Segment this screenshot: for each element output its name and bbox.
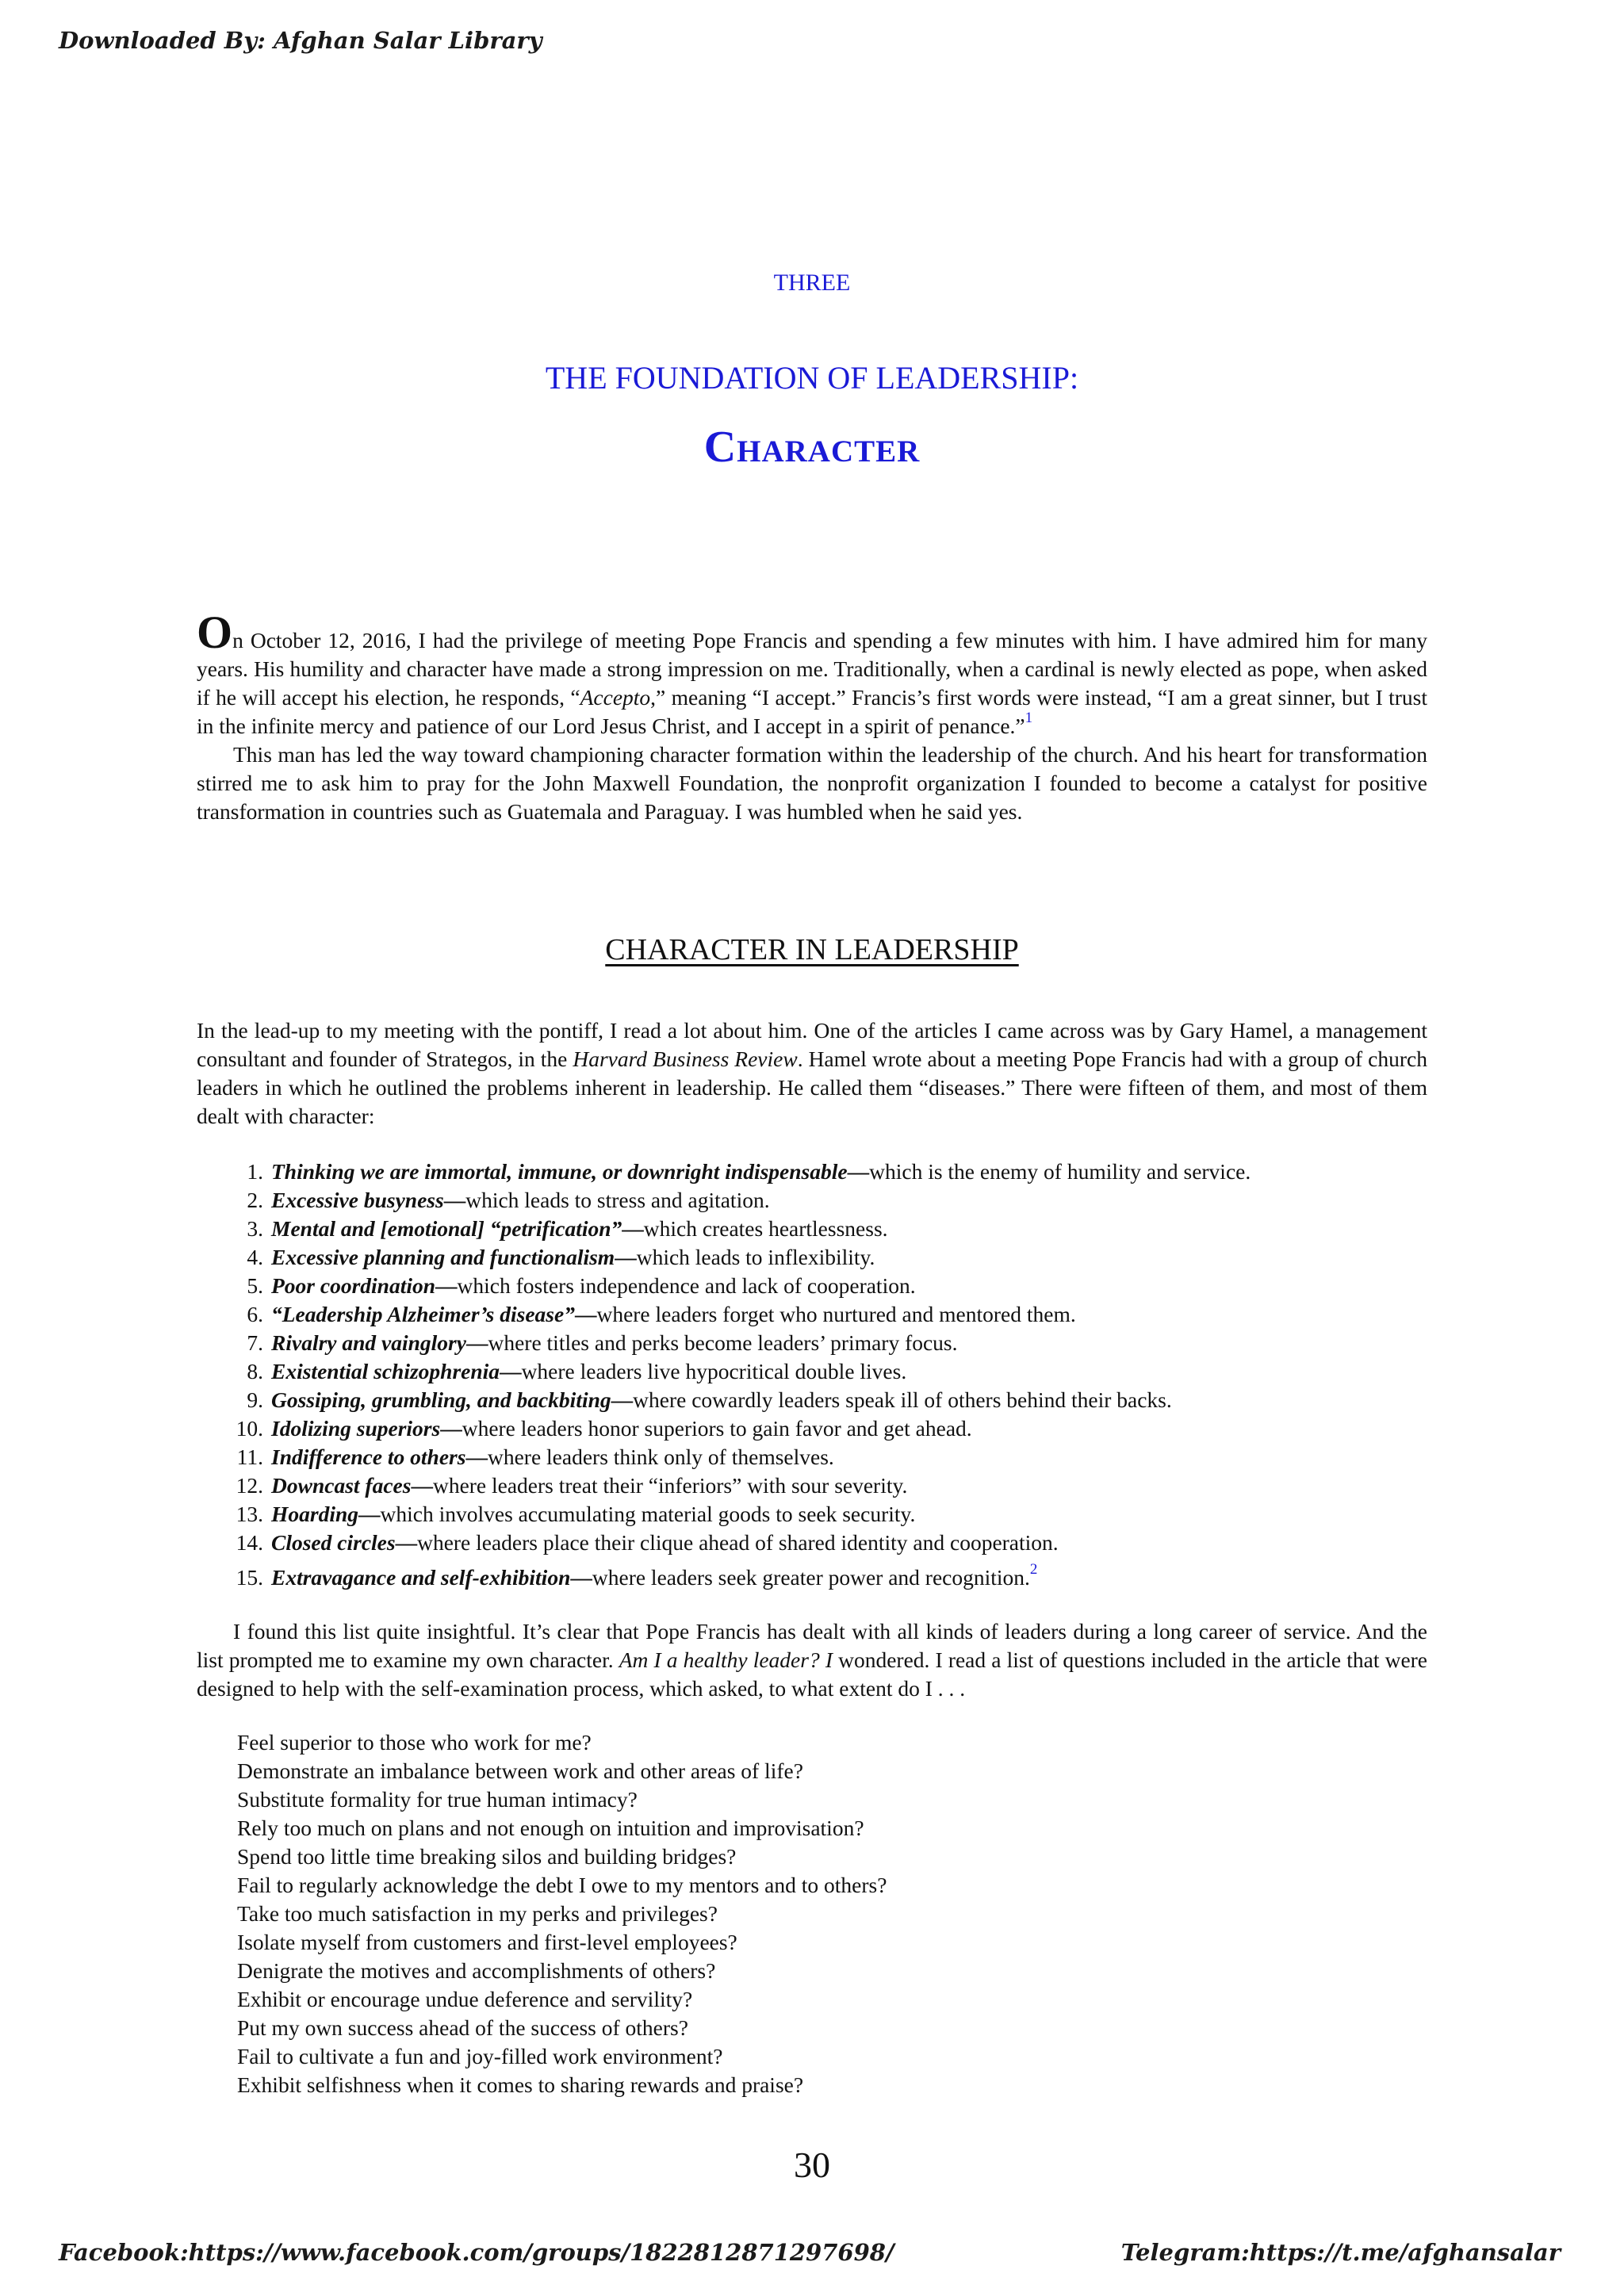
item-dash: —	[411, 1473, 433, 1498]
question-item: Put my own success ahead of the success of others?	[237, 2015, 688, 2040]
chapter-subtitle: Character	[703, 423, 921, 472]
list-item	[198, 1329, 1467, 1357]
item-term: Gossiping, grumbling, and backbiting	[271, 1387, 611, 1412]
item-number: 3.	[247, 1216, 263, 1241]
item-term: Mental and [emotional] “petrification”	[271, 1216, 622, 1241]
list-item	[198, 1243, 1467, 1272]
section-p1-italic: Harvard Business Review	[573, 1047, 798, 1071]
after-list-paragraph	[197, 1617, 1427, 1703]
item-text: where leaders seek greater power and recognition.	[592, 1565, 1030, 1590]
question-item: Rely too much on plans and not enough on intuition and improvisation?	[237, 1816, 864, 1840]
question-item: Substitute formality for true human intimacy?	[237, 1787, 638, 1812]
item-number: 12.	[236, 1473, 263, 1498]
item-number: 1.	[247, 1159, 263, 1184]
chapter-title: THE FOUNDATION OF LEADERSHIP:	[545, 360, 1079, 396]
item-number: 5.	[247, 1273, 263, 1298]
item-text: where leaders forget who nurtured and mentored them.	[596, 1302, 1076, 1326]
header-watermark: Downloaded By: Afghan Salar Library	[59, 27, 542, 54]
list-item	[198, 1500, 1467, 1529]
item-dash: —	[500, 1359, 522, 1383]
question-item: Feel superior to those who work for me?	[237, 1730, 592, 1755]
item-text: which is the enemy of humility and service.	[869, 1159, 1251, 1184]
item-term: Indifference to others	[271, 1445, 466, 1469]
after-list-section	[197, 1617, 1427, 1703]
item-dash: —	[443, 1188, 466, 1212]
list-item	[198, 1386, 1467, 1414]
question-item: Demonstrate an imbalance between work and other areas of life?	[237, 1758, 803, 1783]
item-term: Closed circles	[271, 1530, 396, 1555]
item-term: Existential schizophrenia	[271, 1359, 500, 1383]
item-dash: —	[358, 1502, 381, 1526]
item-number: 4.	[247, 1245, 263, 1269]
item-number: 6.	[247, 1302, 263, 1326]
list-item	[198, 1357, 1467, 1386]
item-number: 2.	[247, 1188, 263, 1212]
item-text: where cowardly leaders speak ill of others behind their backs.	[633, 1387, 1172, 1412]
list-item	[198, 1158, 1467, 1186]
item-text: which leads to stress and agitation.	[465, 1188, 770, 1212]
diseases-list	[198, 1158, 1467, 1592]
intro-paragraph-1	[197, 607, 1427, 740]
list-item	[198, 1529, 1467, 1557]
item-number: 10.	[236, 1416, 263, 1441]
intro-p1-text-b: ,” meaning “I accept.” Francis’s first words were instead, “I am a great sinner, but I trust in the infinite mercy and patience of our Lord Jesus Christ, and I accept in a spirit of penance.”	[197, 685, 1427, 738]
item-text: where leaders treat their “inferiors” with sour severity.	[432, 1473, 908, 1498]
item-dash: —	[615, 1245, 637, 1269]
item-dash: —	[395, 1530, 418, 1555]
item-text: where titles and perks become leaders’ primary focus.	[488, 1330, 958, 1355]
list-item	[198, 1272, 1467, 1300]
item-term: Idolizing superiors	[271, 1416, 441, 1441]
question-item: Exhibit or encourage undue deference and servility?	[237, 1987, 693, 2011]
footnote-ref-2[interactable]: 2	[1029, 1561, 1038, 1578]
footer-facebook-link[interactable]: Facebook:https://www.facebook.com/groups/1822812871297698/	[59, 2239, 894, 2266]
item-text: where leaders live hypocritical double lives.	[521, 1359, 907, 1383]
section-paragraph-1	[197, 1016, 1427, 1131]
footer-telegram-link[interactable]: Telegram:https://t.me/afghansalar	[1120, 2239, 1561, 2266]
list-item	[198, 1563, 1467, 1592]
item-text: which leads to inflexibility.	[636, 1245, 875, 1269]
item-dash: —	[611, 1387, 634, 1412]
list-item	[198, 1414, 1467, 1443]
item-number: 9.	[247, 1387, 263, 1412]
item-number: 7.	[247, 1330, 263, 1355]
section-p1-text-a: In the lead-up to my meeting with the pontiff, I read a lot about him. One of the articles I came across was by Gary Hamel, a management consultant and founder of Strategos, in the	[197, 1018, 1427, 1071]
questions-list	[237, 1728, 887, 2099]
item-number: 15.	[236, 1565, 263, 1590]
drop-cap: O	[197, 607, 233, 658]
item-number: 14.	[236, 1530, 263, 1555]
item-dash: —	[574, 1302, 597, 1326]
footnote-ref-1[interactable]: 1	[1025, 710, 1033, 726]
list-item	[198, 1471, 1467, 1500]
section-intro	[197, 1016, 1427, 1131]
item-text: where leaders honor superiors to gain favor and get ahead.	[462, 1416, 972, 1441]
item-dash: —	[570, 1565, 592, 1590]
list-item	[198, 1300, 1467, 1329]
item-term: Thinking we are immortal, immune, or downright indispensable	[271, 1159, 848, 1184]
item-dash: —	[440, 1416, 462, 1441]
item-dash: —	[465, 1330, 488, 1355]
item-term: Extravagance and self-exhibition	[271, 1565, 571, 1590]
intro-section	[197, 607, 1427, 826]
section-heading: CHARACTER IN LEADERSHIP	[605, 933, 1019, 966]
item-term: Downcast faces	[271, 1473, 412, 1498]
item-term: Excessive planning and functionalism	[271, 1245, 615, 1269]
item-dash: —	[435, 1273, 458, 1298]
page-number: 30	[794, 2145, 830, 2185]
item-number: 8.	[247, 1359, 263, 1383]
item-term: “Leadership Alzheimer’s disease”	[271, 1302, 575, 1326]
question-item: Spend too little time breaking silos and building bridges?	[237, 1844, 737, 1869]
item-term: Rivalry and vainglory	[271, 1330, 466, 1355]
question-item: Fail to regularly acknowledge the debt I owe to my mentors and to others?	[237, 1873, 887, 1897]
question-item: Fail to cultivate a fun and joy-filled work environment?	[237, 2044, 723, 2068]
item-term: Excessive busyness	[271, 1188, 444, 1212]
question-item: Exhibit selfishness when it comes to sharing rewards and praise?	[237, 2072, 804, 2097]
item-dash: —	[622, 1216, 644, 1241]
item-text: which fosters independence and lack of cooperation.	[457, 1273, 916, 1298]
item-dash: —	[465, 1445, 488, 1469]
item-dash: —	[847, 1159, 870, 1184]
item-term: Poor coordination	[271, 1273, 436, 1298]
item-text: where leaders think only of themselves.	[487, 1445, 834, 1469]
question-item: Take too much satisfaction in my perks and privileges?	[237, 1901, 718, 1926]
section-p1-text-b: . Hamel wrote about a meeting Pope Francis had with a group of church leaders in which he outlined the problems inherent in leadership. He called them “diseases.” There were fifteen of them, and most of them dealt with character:	[197, 1047, 1427, 1128]
question-item: Isolate myself from customers and first-level employees?	[237, 1930, 737, 1954]
item-term: Hoarding	[271, 1502, 359, 1526]
after-list-italic: Am I a healthy leader? I	[619, 1647, 833, 1672]
item-text: where leaders place their clique ahead of shared identity and cooperation.	[417, 1530, 1059, 1555]
item-text: which creates heartlessness.	[643, 1216, 888, 1241]
list-item	[198, 1443, 1467, 1471]
list-item	[198, 1186, 1467, 1215]
intro-paragraph-2: This man has led the way toward championing character formation within the leadership of the church. And his heart for transformation stirred me to ask him to pray for the John Maxwell Foundation, the nonprofit organization I founded to become a catalyst for positive transformation in countries such as Guatemala and Paraguay. I was humbled when he said yes.	[197, 742, 1427, 824]
question-item: Denigrate the motives and accomplishments of others?	[237, 1958, 716, 1983]
after-list-text-a: I found this list quite insightful. It’s clear that Pope Francis has dealt with all kinds of leaders during a long career of service. And the list prompted me to examine my own character.	[197, 1619, 1427, 1672]
item-text: which involves accumulating material goods to seek security.	[380, 1502, 916, 1526]
intro-p1-text-a: n October 12, 2016, I had the privilege of meeting Pope Francis and spending a few minutes with him. I have admired him for many years. His humility and character have made a strong impression on me. Traditionally, when a cardinal is newly elected as pope, when asked if he will accept his election, he responds, “	[197, 628, 1427, 710]
item-number: 11.	[236, 1445, 263, 1469]
intro-p1-italic: Accepto	[580, 685, 651, 710]
list-item	[198, 1215, 1467, 1243]
after-list-text-b: wondered. I read a list of questions included in the article that were designed to help with the self-examination process, which asked, to what extent do I . . .	[197, 1647, 1428, 1701]
chapter-number: THREE	[773, 270, 851, 296]
item-number: 13.	[236, 1502, 263, 1526]
